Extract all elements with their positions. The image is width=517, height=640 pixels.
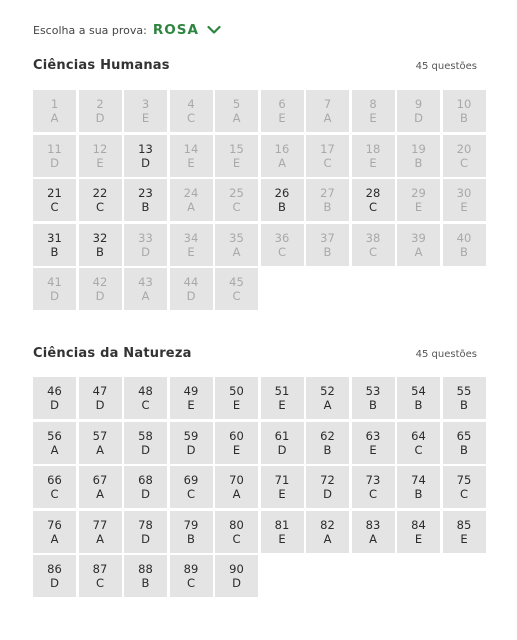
question-number: 10	[456, 97, 472, 111]
question-number: 65	[456, 428, 472, 443]
question-cell[interactable]	[170, 135, 213, 177]
question-cell[interactable]	[79, 268, 122, 310]
question-cell[interactable]	[215, 179, 258, 221]
answer-letter: B	[50, 244, 59, 259]
answer-letter: C	[95, 576, 105, 590]
answer-letter: C	[459, 487, 469, 501]
answer-letter: C	[368, 487, 378, 501]
question-number: 19	[411, 141, 426, 156]
question-number: 85	[456, 517, 472, 532]
question-number: 57	[92, 428, 108, 443]
question-number: 32	[92, 230, 108, 245]
question-number: 66	[47, 473, 62, 487]
answer-letter: C	[50, 487, 59, 501]
answer-letter: A	[50, 111, 59, 125]
question-cell[interactable]	[124, 511, 167, 553]
question-cell[interactable]	[397, 422, 440, 464]
question-number: 84	[411, 517, 426, 532]
question-number: 61	[274, 428, 290, 443]
question-number: 45	[229, 275, 244, 289]
question-cell[interactable]	[215, 377, 258, 419]
answer-letter: B	[460, 244, 468, 259]
answer-letter: A	[323, 398, 332, 412]
question-number: 31	[47, 230, 62, 245]
question-cell[interactable]	[79, 555, 122, 597]
question-number: 27	[320, 186, 335, 200]
question-count: 45 questões	[415, 349, 477, 360]
question-number: 86	[47, 562, 62, 576]
answer-letter: B	[323, 442, 332, 457]
question-number: 73	[365, 473, 381, 487]
answer-letter: E	[187, 244, 195, 259]
answer-letter: C	[414, 442, 423, 457]
question-number: 77	[92, 517, 108, 532]
answer-letter: D	[141, 487, 150, 501]
question-cell[interactable]	[215, 511, 258, 553]
question-number: 41	[47, 275, 62, 289]
answer-letter: A	[141, 289, 150, 303]
question-cell[interactable]	[352, 179, 395, 221]
answer-letter: C	[277, 244, 287, 259]
question-cell[interactable]	[397, 224, 440, 266]
question-cell[interactable]	[443, 90, 486, 132]
question-number: 69	[183, 473, 199, 487]
answer-letter: A	[232, 111, 241, 125]
question-cell[interactable]	[261, 179, 304, 221]
question-cell[interactable]	[170, 224, 213, 266]
answer-letter: E	[232, 442, 241, 457]
question-number: 62	[320, 428, 335, 443]
question-cell[interactable]	[306, 422, 349, 464]
question-cell[interactable]	[443, 511, 486, 553]
question-number: 30	[456, 186, 472, 200]
question-number: 49	[183, 384, 199, 398]
question-number: 14	[183, 141, 199, 156]
question-number: 46	[47, 384, 62, 398]
answer-letter: B	[414, 155, 423, 170]
question-number: 63	[365, 428, 381, 443]
answer-letter: C	[50, 200, 59, 214]
question-number: 2	[96, 97, 104, 111]
question-number: 39	[411, 230, 426, 245]
answer-letter: D	[323, 487, 332, 501]
answer-letter: E	[187, 398, 195, 412]
question-number: 82	[320, 517, 335, 532]
question-cell[interactable]	[215, 422, 258, 464]
question-number: 40	[456, 230, 472, 245]
question-cell[interactable]	[397, 90, 440, 132]
question-number: 28	[365, 186, 381, 200]
answer-letter: D	[50, 398, 59, 412]
answer-letter: C	[141, 398, 150, 412]
answer-letter: A	[96, 487, 104, 501]
question-cell[interactable]	[79, 135, 122, 177]
question-number: 51	[274, 384, 290, 398]
question-cell[interactable]	[33, 90, 76, 132]
answer-letter: C	[459, 155, 469, 170]
question-cell[interactable]	[261, 511, 304, 553]
question-cell[interactable]	[215, 224, 258, 266]
question-cell[interactable]	[215, 90, 258, 132]
answer-letter: C	[186, 487, 196, 501]
question-number: 37	[320, 230, 335, 245]
answer-letter: A	[369, 531, 377, 546]
answer-letter: D	[186, 289, 196, 303]
answer-letter: B	[141, 576, 150, 590]
question-number: 83	[365, 517, 381, 532]
answer-letter: A	[323, 111, 332, 125]
question-number: 58	[138, 428, 153, 443]
question-number: 71	[274, 473, 290, 487]
question-cell[interactable]	[79, 422, 122, 464]
answer-letter: E	[369, 111, 377, 125]
answer-letter: C	[232, 531, 241, 546]
question-cell[interactable]	[306, 466, 349, 508]
answer-letter: A	[50, 442, 59, 457]
question-cell[interactable]	[352, 377, 395, 419]
question-cell[interactable]	[170, 511, 213, 553]
question-number: 24	[183, 186, 199, 200]
question-cell[interactable]	[352, 511, 395, 553]
answer-letter: D	[50, 155, 59, 170]
question-number: 81	[274, 517, 290, 532]
question-number: 20	[456, 141, 472, 156]
answer-letter: B	[414, 398, 423, 412]
question-cell[interactable]	[33, 135, 76, 177]
question-number: 87	[92, 562, 108, 576]
answer-letter: D	[232, 576, 241, 590]
answer-letter: C	[186, 111, 196, 125]
question-cell[interactable]	[443, 179, 486, 221]
answer-letter: A	[96, 442, 104, 457]
question-cell[interactable]	[443, 466, 486, 508]
question-number: 48	[138, 384, 153, 398]
question-cell[interactable]	[306, 179, 349, 221]
section-title: Ciências Humanas	[33, 58, 170, 73]
answer-letter: D	[95, 111, 105, 125]
question-cell[interactable]	[124, 422, 167, 464]
question-number: 43	[138, 275, 153, 289]
question-cell[interactable]	[261, 90, 304, 132]
answer-letter: D	[50, 576, 59, 590]
answer-letter: B	[414, 487, 423, 501]
question-number: 54	[411, 384, 426, 398]
question-number: 53	[365, 384, 381, 398]
question-number: 55	[456, 384, 472, 398]
exam-selector-label: Escolha a sua prova:	[33, 23, 147, 37]
question-number: 60	[229, 428, 244, 443]
question-number: 12	[92, 141, 108, 156]
question-cell[interactable]	[306, 135, 349, 177]
question-number: 90	[229, 562, 244, 576]
answer-letter: A	[323, 531, 332, 546]
answer-letter: A	[50, 531, 59, 546]
question-number: 17	[320, 141, 335, 156]
question-cell[interactable]	[352, 422, 395, 464]
question-cell[interactable]	[443, 224, 486, 266]
question-number: 78	[138, 517, 153, 532]
question-number: 11	[47, 141, 62, 156]
answer-letter: C	[323, 155, 332, 170]
answer-letter: D	[141, 155, 150, 170]
answer-letter: C	[186, 576, 196, 590]
question-cell[interactable]	[261, 224, 304, 266]
answer-letter: D	[277, 442, 287, 457]
question-number: 18	[365, 141, 381, 156]
question-cell[interactable]	[124, 90, 167, 132]
answer-letter: B	[141, 200, 150, 214]
question-number: 23	[138, 186, 153, 200]
question-number: 68	[138, 473, 153, 487]
question-number: 56	[47, 428, 62, 443]
question-cell[interactable]	[170, 377, 213, 419]
question-number: 15	[229, 141, 244, 156]
question-cell[interactable]	[33, 179, 76, 221]
answer-letter: D	[50, 289, 59, 303]
answer-letter: E	[369, 155, 377, 170]
question-number: 70	[229, 473, 244, 487]
question-number: 21	[47, 186, 62, 200]
question-cell[interactable]	[397, 511, 440, 553]
answer-letter: A	[232, 244, 241, 259]
answer-grid-natureza	[33, 377, 486, 597]
answer-letter: C	[232, 289, 241, 303]
question-cell[interactable]	[170, 466, 213, 508]
exam-color-value[interactable]: ROSA	[152, 22, 199, 38]
question-cell[interactable]	[215, 466, 258, 508]
question-number: 42	[92, 275, 108, 289]
question-number: 52	[320, 384, 335, 398]
answer-letter: D	[95, 289, 105, 303]
answer-letter: E	[232, 155, 241, 170]
question-number: 89	[183, 562, 199, 576]
section-header-natureza	[33, 346, 477, 361]
chevron-down-icon[interactable]	[207, 25, 221, 35]
question-cell[interactable]	[352, 135, 395, 177]
question-number: 7	[323, 97, 332, 111]
question-number: 5	[232, 97, 241, 111]
answer-letter: D	[186, 442, 196, 457]
question-number: 33	[138, 230, 153, 245]
question-number: 88	[138, 562, 153, 576]
question-cell[interactable]	[215, 135, 258, 177]
question-cell[interactable]	[215, 268, 258, 310]
question-cell[interactable]	[306, 377, 349, 419]
question-cell[interactable]	[124, 224, 167, 266]
exam-selector[interactable]	[33, 22, 221, 38]
question-number: 75	[456, 473, 472, 487]
question-number: 8	[369, 97, 377, 111]
question-cell[interactable]	[397, 179, 440, 221]
question-count: 45 questões	[415, 61, 477, 72]
question-cell[interactable]	[170, 179, 213, 221]
question-cell[interactable]	[443, 135, 486, 177]
question-number: 26	[274, 186, 290, 200]
answer-letter: D	[141, 244, 150, 259]
question-number: 64	[411, 428, 426, 443]
question-cell[interactable]	[397, 466, 440, 508]
answer-letter: E	[232, 398, 241, 412]
question-number: 22	[92, 186, 108, 200]
answer-letter: A	[414, 244, 423, 259]
question-number: 50	[229, 384, 244, 398]
answer-letter: B	[187, 531, 195, 546]
answer-letter: A	[96, 531, 104, 546]
answer-letter: E	[369, 442, 377, 457]
question-cell[interactable]	[170, 90, 213, 132]
question-cell[interactable]	[79, 377, 122, 419]
answer-letter: D	[414, 111, 423, 125]
section-header-humanas	[33, 58, 477, 73]
question-cell[interactable]	[124, 466, 167, 508]
answer-letter: B	[460, 111, 468, 125]
question-cell[interactable]	[124, 135, 167, 177]
answer-letter: E	[278, 111, 286, 125]
answer-letter: B	[369, 398, 377, 412]
question-cell[interactable]	[33, 555, 76, 597]
question-number: 6	[278, 97, 286, 111]
answer-letter: D	[141, 442, 150, 457]
answer-letter: B	[460, 398, 468, 412]
answer-letter: B	[96, 244, 104, 259]
question-cell[interactable]	[33, 511, 76, 553]
question-cell[interactable]	[397, 135, 440, 177]
question-number: 38	[365, 230, 381, 245]
question-cell[interactable]	[352, 90, 395, 132]
question-cell[interactable]	[79, 90, 122, 132]
answer-letter: A	[187, 200, 195, 214]
question-cell[interactable]	[33, 422, 76, 464]
answer-letter: E	[460, 200, 468, 214]
question-number: 29	[411, 186, 426, 200]
question-cell[interactable]	[124, 268, 167, 310]
question-number: 13	[138, 141, 153, 156]
question-number: 35	[229, 230, 244, 245]
answer-letter: E	[278, 398, 286, 412]
question-cell[interactable]	[443, 422, 486, 464]
answer-letter: B	[323, 244, 332, 259]
answer-letter: E	[187, 155, 195, 170]
question-cell[interactable]	[215, 555, 258, 597]
answer-letter: B	[278, 200, 286, 214]
question-cell[interactable]	[33, 224, 76, 266]
question-cell[interactable]	[124, 377, 167, 419]
question-cell[interactable]	[124, 555, 167, 597]
answer-letter: E	[278, 487, 286, 501]
question-cell[interactable]	[261, 135, 304, 177]
answer-letter: B	[323, 200, 332, 214]
question-number: 9	[414, 97, 423, 111]
question-cell[interactable]	[33, 377, 76, 419]
answer-letter: B	[460, 442, 468, 457]
question-cell[interactable]	[306, 511, 349, 553]
answer-letter: E	[278, 531, 286, 546]
question-cell[interactable]	[33, 268, 76, 310]
question-number: 4	[187, 97, 195, 111]
question-cell[interactable]	[352, 466, 395, 508]
question-cell[interactable]	[79, 511, 122, 553]
answer-letter: E	[141, 111, 150, 125]
answer-letter: A	[232, 487, 241, 501]
question-number: 3	[141, 97, 150, 111]
question-cell[interactable]	[261, 466, 304, 508]
question-cell[interactable]	[33, 466, 76, 508]
question-cell[interactable]	[306, 224, 349, 266]
question-cell[interactable]	[170, 422, 213, 464]
question-number: 74	[411, 473, 426, 487]
question-cell[interactable]	[79, 179, 122, 221]
question-number: 72	[320, 473, 335, 487]
question-number: 47	[92, 384, 108, 398]
answer-letter: E	[460, 531, 468, 546]
question-cell[interactable]	[443, 377, 486, 419]
answer-letter: C	[368, 200, 378, 214]
question-cell[interactable]	[79, 466, 122, 508]
answer-letter: C	[368, 244, 378, 259]
answer-grid-humanas	[33, 90, 486, 310]
question-cell[interactable]	[352, 224, 395, 266]
question-number: 44	[183, 275, 199, 289]
question-number: 79	[183, 517, 199, 532]
question-number: 59	[183, 428, 199, 443]
question-cell[interactable]	[261, 422, 304, 464]
answer-letter: E	[414, 200, 423, 214]
question-number: 25	[229, 186, 244, 200]
question-number: 34	[183, 230, 199, 245]
section-title: Ciências da Natureza	[33, 346, 192, 361]
question-cell[interactable]	[397, 377, 440, 419]
question-number: 67	[92, 473, 108, 487]
answer-letter: E	[414, 531, 423, 546]
question-cell[interactable]	[124, 179, 167, 221]
question-cell[interactable]	[79, 224, 122, 266]
answer-letter: C	[95, 200, 105, 214]
question-cell[interactable]	[261, 377, 304, 419]
question-cell[interactable]	[170, 555, 213, 597]
question-number: 80	[229, 517, 244, 532]
question-number: 76	[47, 517, 62, 532]
answer-letter: D	[95, 398, 105, 412]
question-cell[interactable]	[306, 90, 349, 132]
question-number: 36	[274, 230, 290, 245]
answer-letter: C	[232, 200, 241, 214]
question-cell[interactable]	[170, 268, 213, 310]
answer-letter: A	[278, 155, 286, 170]
question-number: 1	[50, 97, 59, 111]
answer-letter: D	[141, 531, 150, 546]
answer-letter: E	[96, 155, 104, 170]
question-number: 16	[274, 141, 290, 156]
